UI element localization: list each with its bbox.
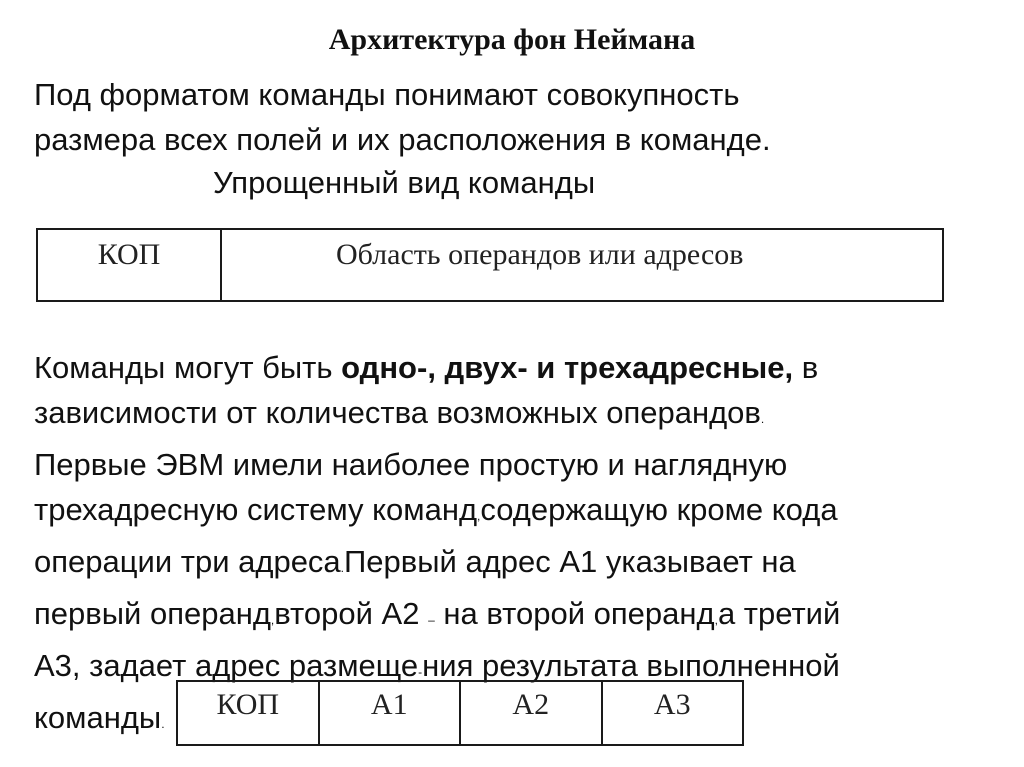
command-format-subtitle: Упрощенный вид команды [213, 165, 596, 200]
body-text: трехадресную систему команд [34, 492, 478, 527]
intro-line-2: размера всех полей и их расположения в команде. [34, 122, 771, 157]
table-row [177, 681, 743, 745]
address-types-emphasis: одно-, двух- и трехадресные, [341, 350, 794, 385]
body-line-2 [34, 390, 840, 442]
body-line-3: Первые ЭВМ имели наиболее простую и наглядную [34, 447, 788, 482]
opcode-cell: КОП [37, 229, 221, 301]
small-hyphen: - [418, 665, 423, 679]
body-text: первый операнд [34, 596, 271, 631]
body-line-6 [34, 591, 840, 643]
small-dash: – [428, 613, 435, 627]
body-text: второй А2 [274, 596, 429, 631]
body-text: Команды могут быть [34, 350, 342, 385]
small-period: . [760, 412, 765, 426]
small-comma: , [477, 509, 481, 523]
address-a2-cell: А2 [460, 681, 602, 745]
intro-line-1: Под форматом команды понимают совокупность [34, 77, 740, 112]
small-period: . [161, 717, 165, 731]
table-row [37, 229, 943, 301]
slide-title: Архитектура фон Неймана [328, 23, 696, 56]
body-text: А3, задает адрес размеще [34, 648, 419, 683]
opcode-cell: КОП [177, 681, 319, 745]
body-text: зависимости от количества возможных операндов [34, 395, 761, 430]
simple-command-format-table [36, 228, 944, 302]
body-line-4 [34, 487, 840, 539]
small-period: . [340, 561, 345, 575]
body-text: на второй операнд [434, 596, 715, 631]
small-comma: , [270, 613, 275, 627]
body-text: команды [34, 700, 162, 735]
body-text: операции три адреса [34, 544, 341, 579]
body-text: а третий [717, 596, 841, 631]
intro-paragraph [34, 72, 771, 162]
address-a3-cell: А3 [602, 681, 744, 745]
body-text: в [793, 350, 819, 385]
address-a1-cell: А1 [319, 681, 461, 745]
operand-area-cell: Область операндов или адресов [221, 229, 943, 301]
small-comma: , [714, 613, 718, 627]
body-text: Первый адрес А1 указывает на [344, 544, 796, 579]
body-line-5 [34, 539, 840, 591]
body-text: содержащую кроме кода [480, 492, 838, 527]
three-address-command-table [176, 680, 744, 746]
body-line-1 [34, 345, 840, 390]
body-text: ния результата выполненной [422, 648, 840, 683]
